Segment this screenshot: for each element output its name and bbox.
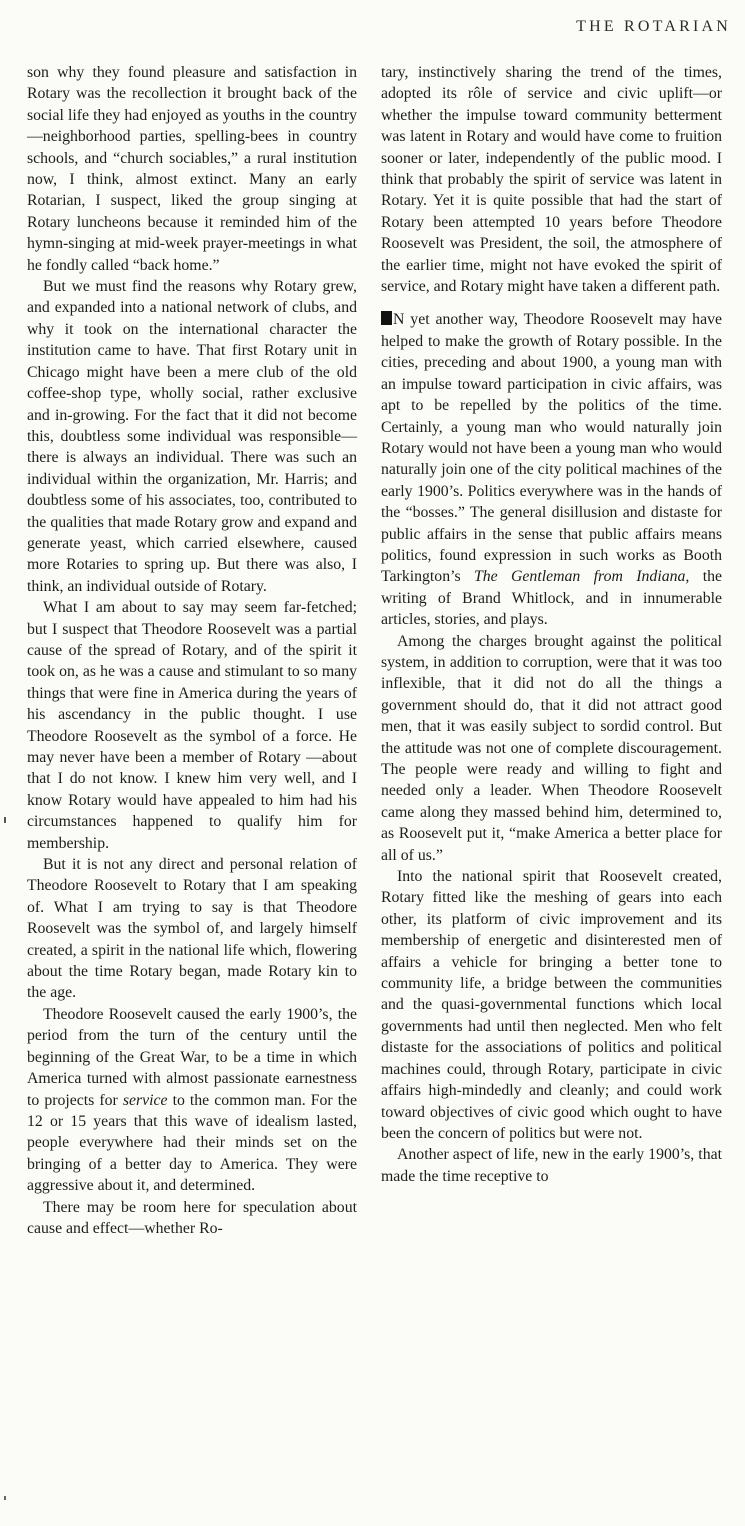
right-paragraph-2-text-b: the writing of Brand Whitlock, and in innumerable articles, stories, and plays.	[381, 568, 723, 629]
right-paragraph-1: tary, instinctively sharing the trend of the times, adopted its rôle of service and civic uplift—or whether the impulse toward community betterment was latent in Rotary and would have come to fruition sooner or later, independently of the public mood. I think that probably the spirit of service was latent in Rotary. Yet it is quite possible that had the start of Rotary been attempted 10 years before Theodore Roosevelt was President, the soil, the atmosphere of the earlier time, might not have evoked the spirit of service, and Rotary might have taken a different path.	[381, 64, 722, 296]
left-paragraph-6: There may be room here for speculation about cause and effect—whether Ro-	[27, 1198, 357, 1237]
margin-mark	[4, 817, 6, 823]
right-column	[381, 62, 722, 1187]
right-paragraph-3: Among the charges brought against the political system, in addition to corruption, were that it was too inflexible, that it did not do all the things a government should do, that it did not attract good men, that it was easily subject to sordid control. But the attitude was not one of complete discouragement. The people were ready and willing to fight and needed only a leader. When Theodore Roosevelt came along they massed behind him, determined to, as Roosevelt put it, “make America a better place for all of us.”	[381, 632, 722, 864]
left-paragraph-5-emphasis: service	[122, 1091, 168, 1109]
right-paragraph-2-initial: N	[393, 311, 405, 329]
right-paragraph-4: Into the national spirit that Roosevelt created, Rotary fitted like the meshing of gears into each other, its platform of civic improvement and its membership of energetic and disinterested men of affairs a vehicle for bringing a better tone to community life, a bridge between the communities and the quasi-governmental functions which local governments had until then neglected. Men who felt distaste for the associations of politics and political machines could, through Rotary, participate in civic affairs high-mindedly and cleanly; and could work toward objectives of civic good which ought to have been the concern of politics but were not.	[381, 868, 722, 1142]
left-paragraph-2: But we must find the reasons why Rotary grew, and expanded into a national network of clubs, and why it took on the international character the institution came to have. That first Rotary unit in Chicago might have been a mere club of the old coffee-shop type, wholly social, rather exclusive and in-growing. For the fact that it did not become this, doubtless some individual was responsible—there is always an individual. There was such an individual within the organization, Mr. Harris; and doubtless some of his associates, too, contributed to the qualities that made Rotary grow and expand and generate yeast, which carried elsewhere, caused more Rotaries to spring up. But there was also, I think, an individual outside of Rotary.	[27, 278, 357, 595]
left-paragraph-3: What I am about to say may seem far-fetched; but I suspect that Theodore Roosevelt was a partial cause of the spread of Rotary, and of the spirit it took on, as he was a cause and stimulant to so many things that were fine in America during the years of his ascendancy in the public thought. I use Theodore Roosevelt as the symbol of a force. He may never have been a member of Rotary —about that I do not know. I knew him very well, and I know Rotary would have appealed to him had his circumstances happened to qualify him for membership.	[27, 599, 357, 852]
right-paragraph-2-book-title: The Gentleman from Indiana,	[473, 568, 690, 586]
left-paragraph-5	[27, 1004, 357, 1197]
right-paragraph-5: Another aspect of life, new in the early 1900’s, that made the time receptive to	[381, 1146, 722, 1185]
right-paragraph-2	[381, 309, 722, 630]
section-initial-block-icon	[381, 311, 392, 325]
left-paragraph-4: But it is not any direct and personal relation of Theodore Roosevelt to Rotary that I am speaking of. What I am trying to say is that Theodore Roosevelt was the symbol of, and largely himself created, a spirit in the national life which, flowering about the time Rotary began, made Rotary kin to the age.	[27, 856, 357, 1002]
left-column	[27, 62, 357, 1239]
margin-mark-lower	[4, 1496, 6, 1500]
publication-header: THE ROTARIAN	[576, 18, 731, 35]
left-paragraph-1: son why they found pleasure and satisfaction in Rotary was the recollection it brought back of the social life they had enjoyed as youths in the country—neighborhood parties, spelling-bees in country schools, and “church sociables,” a rural institution now, I think, almost extinct. Many an early Rotarian, I suspect, liked the group singing at Rotary luncheons because it reminded him of the hymn-singing at mid-week prayer-meetings in what he fondly called “back home.”	[27, 64, 357, 274]
left-paragraph-5-text-a: Theodore Roosevelt caused the early 1900’s, the period from the turn of the century until the beginning of the Great War, to be a time in which America turned with almost passionate earnestness to projects for	[27, 1005, 357, 1109]
right-paragraph-2-text-a: yet another way, Theodore Roosevelt may have helped to make the growth of Rotary possible. In the cities, preceding and about 1900, a young man with an impulse toward participation in civic affairs, was apt to be repelled by the politics of the time. Certainly, a young man who would naturally join Rotary would not have been a young man who would naturally join one of the city political machines of the early 1900’s. Politics everywhere was in the hands of the “bosses.” The general disillusion and distaste for public affairs in the sense that public affairs means politics, found expression in such works as Booth Tarkington’s	[381, 311, 722, 586]
left-paragraph-5-text-b: to the common man. For the 12 or 15 years that this wave of idealism lasted, people everywhere had their minds set on the bringing of a better day to America. They were aggressive about it, and determined.	[27, 1091, 357, 1195]
